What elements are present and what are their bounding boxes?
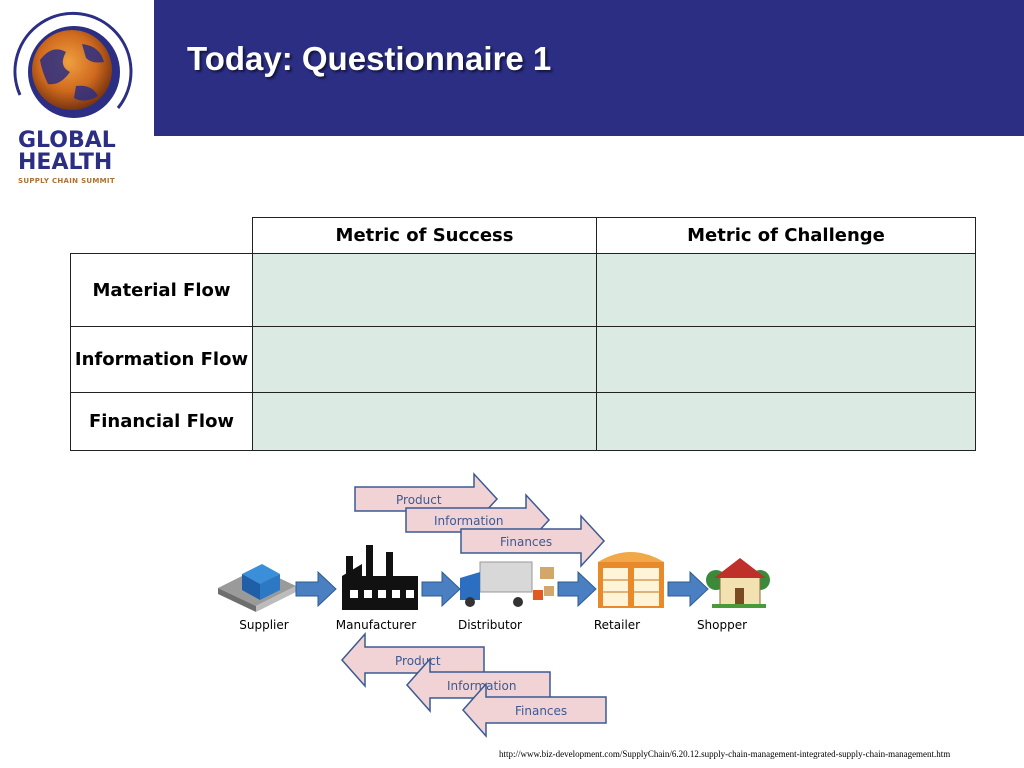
cell-material-success[interactable] xyxy=(253,254,597,327)
backward-arrow-product-label: Product xyxy=(395,654,441,668)
backward-arrow-information-label: Information xyxy=(447,679,517,693)
global-health-logo xyxy=(0,0,154,190)
logo-line-global: GLOBAL xyxy=(18,128,116,153)
distributor-icon xyxy=(460,562,554,607)
supplier-icon xyxy=(218,564,296,612)
forward-arrow-product-label: Product xyxy=(396,493,442,507)
globe-icon xyxy=(0,0,154,130)
supply-chain-diagram xyxy=(200,470,800,740)
cell-information-challenge[interactable] xyxy=(597,327,976,393)
questionnaire-table xyxy=(70,217,976,451)
row-header-material: Material Flow xyxy=(71,254,253,327)
manufacturer-icon xyxy=(342,545,418,610)
blue-arrow-3 xyxy=(558,572,596,606)
column-header-success: Metric of Success xyxy=(253,218,597,254)
node-label-retailer: Retailer xyxy=(593,618,641,632)
cell-financial-success[interactable] xyxy=(253,393,597,451)
column-header-challenge: Metric of Challenge xyxy=(597,218,976,254)
row-header-information: Information Flow xyxy=(71,327,253,393)
blue-arrow-4 xyxy=(668,572,708,606)
source-url[interactable]: http://www.biz-development.com/SupplyChain/6.20.12.supply-chain-management-integrated-supply-chain-management.htm xyxy=(499,749,951,759)
backward-arrow-finances-label: Finances xyxy=(515,704,568,718)
cell-material-challenge[interactable] xyxy=(597,254,976,327)
retailer-icon xyxy=(598,552,664,608)
cell-financial-challenge[interactable] xyxy=(597,393,976,451)
cell-information-success[interactable] xyxy=(253,327,597,393)
shopper-house-icon xyxy=(706,558,770,608)
forward-arrow-finances-label: Finances xyxy=(500,535,553,549)
blue-arrow-1 xyxy=(296,572,336,606)
node-label-distributor: Distributor xyxy=(457,618,523,632)
logo-line-health: HEALTH xyxy=(18,150,113,175)
slide-title: Today: Questionnaire 1 xyxy=(187,40,552,77)
forward-arrow-information-label: Information xyxy=(434,514,504,528)
table-corner xyxy=(71,218,253,254)
node-label-shopper: Shopper xyxy=(696,618,748,632)
node-label-manufacturer: Manufacturer xyxy=(335,618,417,632)
node-label-supplier: Supplier xyxy=(239,618,289,632)
logo-line-subtitle: SUPPLY CHAIN SUMMIT xyxy=(18,177,115,185)
row-header-financial: Financial Flow xyxy=(71,393,253,451)
blue-arrow-2 xyxy=(422,572,460,606)
